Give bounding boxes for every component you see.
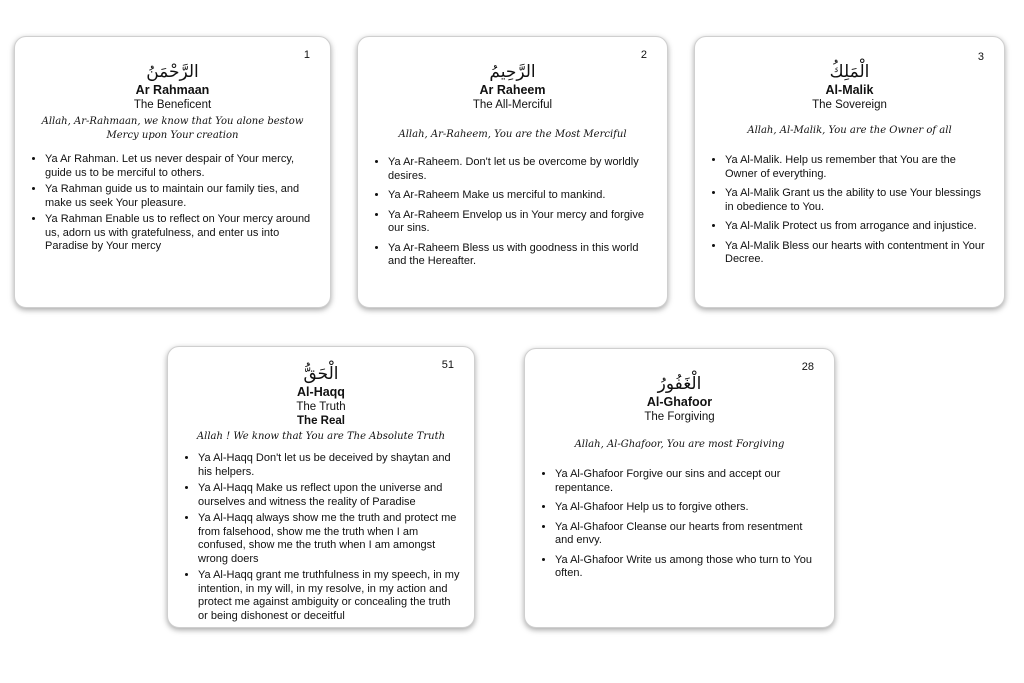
card-meaning: The Beneficent	[133, 99, 212, 111]
arabic-name: الْمَلِكُ	[829, 62, 870, 82]
script-line: Allah, Ar-Raheem, You are the Most Merciful	[398, 129, 627, 140]
name-card-2	[357, 36, 668, 308]
arabic-name: الرَّحِيمُ	[489, 62, 536, 82]
dua-item: • Ya Al-Haqq Don't let us be deceived by shaytan and his helpers.	[198, 452, 460, 479]
arabic-name: الْحَقُّ	[303, 364, 339, 384]
dua-list	[372, 156, 653, 269]
dua-item: • Ya Al-Malik Bless our hearts with contentment in Your Decree.	[725, 240, 990, 267]
dua-item: • Ya Al-Ghafoor Cleanse our hearts from resentment and envy.	[555, 521, 820, 548]
name-card-28	[524, 348, 835, 628]
dua-item: • Ya Al-Ghafoor Forgive our sins and accept our repentance.	[555, 468, 820, 495]
script-line: Allah, Al-Malik, You are the Owner of all	[747, 125, 952, 136]
script-line: Allah, Al-Ghafoor, You are most Forgiving	[574, 439, 785, 450]
card-name: Al-Ghafoor	[646, 395, 713, 409]
dua-item: • Ya Ar-Raheem Envelop us in Your mercy and forgive our sins.	[388, 209, 653, 236]
script-line: Allah ! We know that You are The Absolute Truth	[196, 431, 446, 442]
card-meaning: The Truth	[296, 401, 346, 413]
dua-list	[182, 452, 460, 623]
dua-item: • Ya Ar Rahman. Let us never despair of Your mercy, guide us to be merciful to others.	[45, 153, 316, 180]
dua-item: • Ya Al-Malik. Help us remember that You are the Owner of everything.	[725, 154, 990, 181]
dua-item: • Ya Al-Malik Protect us from arrogance and injustice.	[725, 220, 990, 234]
card-name: Al-Malik	[825, 83, 874, 97]
dua-item: • Ya Rahman guide us to maintain our family ties, and make us seek Your pleasure.	[45, 183, 316, 210]
dua-item: • Ya Al-Haqq always show me the truth and protect me from falsehood, show me the truth when I am confused, show me the truth when I am amongst wrong doers	[198, 512, 460, 566]
card-meaning: The All-Merciful	[472, 99, 553, 111]
dua-item: • Ya Ar-Raheem Bless us with goodness in this world and the Hereafter.	[388, 242, 653, 269]
arabic-name: الْغَفُورُ	[657, 374, 702, 394]
dua-item: • Ya Ar-Raheem. Don't let us be overcome by worldly desires.	[388, 156, 653, 183]
script-line: Mercy upon Your creation	[106, 130, 239, 141]
card-meaning: The Sovereign	[812, 99, 887, 111]
dua-item: • Ya Al-Haqq Make us reflect upon the universe and ourselves and witness the reality of Paradise	[198, 482, 460, 509]
dua-item: • Ya Al-Ghafoor Help us to forgive others.	[555, 501, 820, 515]
script-line: Allah, Ar-Rahmaan, we know that You alone bestow	[41, 116, 304, 127]
dua-item: • Ya Ar-Raheem Make us merciful to mankind.	[388, 189, 653, 203]
arabic-name: الرَّحْمَنُ	[146, 62, 199, 82]
name-card-3	[694, 36, 1005, 308]
card-number: 2	[640, 49, 647, 61]
dua-item: • Ya Rahman Enable us to reflect on Your mercy around us, adorn us with gratefulness, and enter us into Paradise by Your mercy	[45, 213, 316, 254]
name-card-1	[14, 36, 331, 308]
card-name: Ar Rahmaan	[135, 83, 210, 97]
dua-item: • Ya Al-Haqq grant me truthfulness in my speech, in my intention, in my will, in my resolve, in my action and protect me against ambiguity or concealing the truth or being dishonest or deceitful	[198, 569, 460, 623]
card-meaning: The Forgiving	[644, 411, 715, 423]
card-number: 1	[303, 49, 310, 61]
name-card-51	[167, 346, 475, 628]
dua-list	[539, 468, 820, 581]
card-number: 3	[977, 51, 984, 63]
dua-list	[29, 153, 316, 254]
card-name: Al-Haqq	[297, 385, 345, 399]
dua-list	[709, 154, 990, 267]
card-number: 51	[441, 359, 454, 371]
dua-item: • Ya Al-Malik Grant us the ability to use Your blessings in obedience to You.	[725, 187, 990, 214]
card-name: Ar Raheem	[479, 83, 546, 97]
dua-item: • Ya Al-Ghafoor Write us among those who turn to You often.	[555, 554, 820, 581]
card-meaning: The Real	[297, 415, 345, 427]
card-number: 28	[801, 361, 814, 373]
